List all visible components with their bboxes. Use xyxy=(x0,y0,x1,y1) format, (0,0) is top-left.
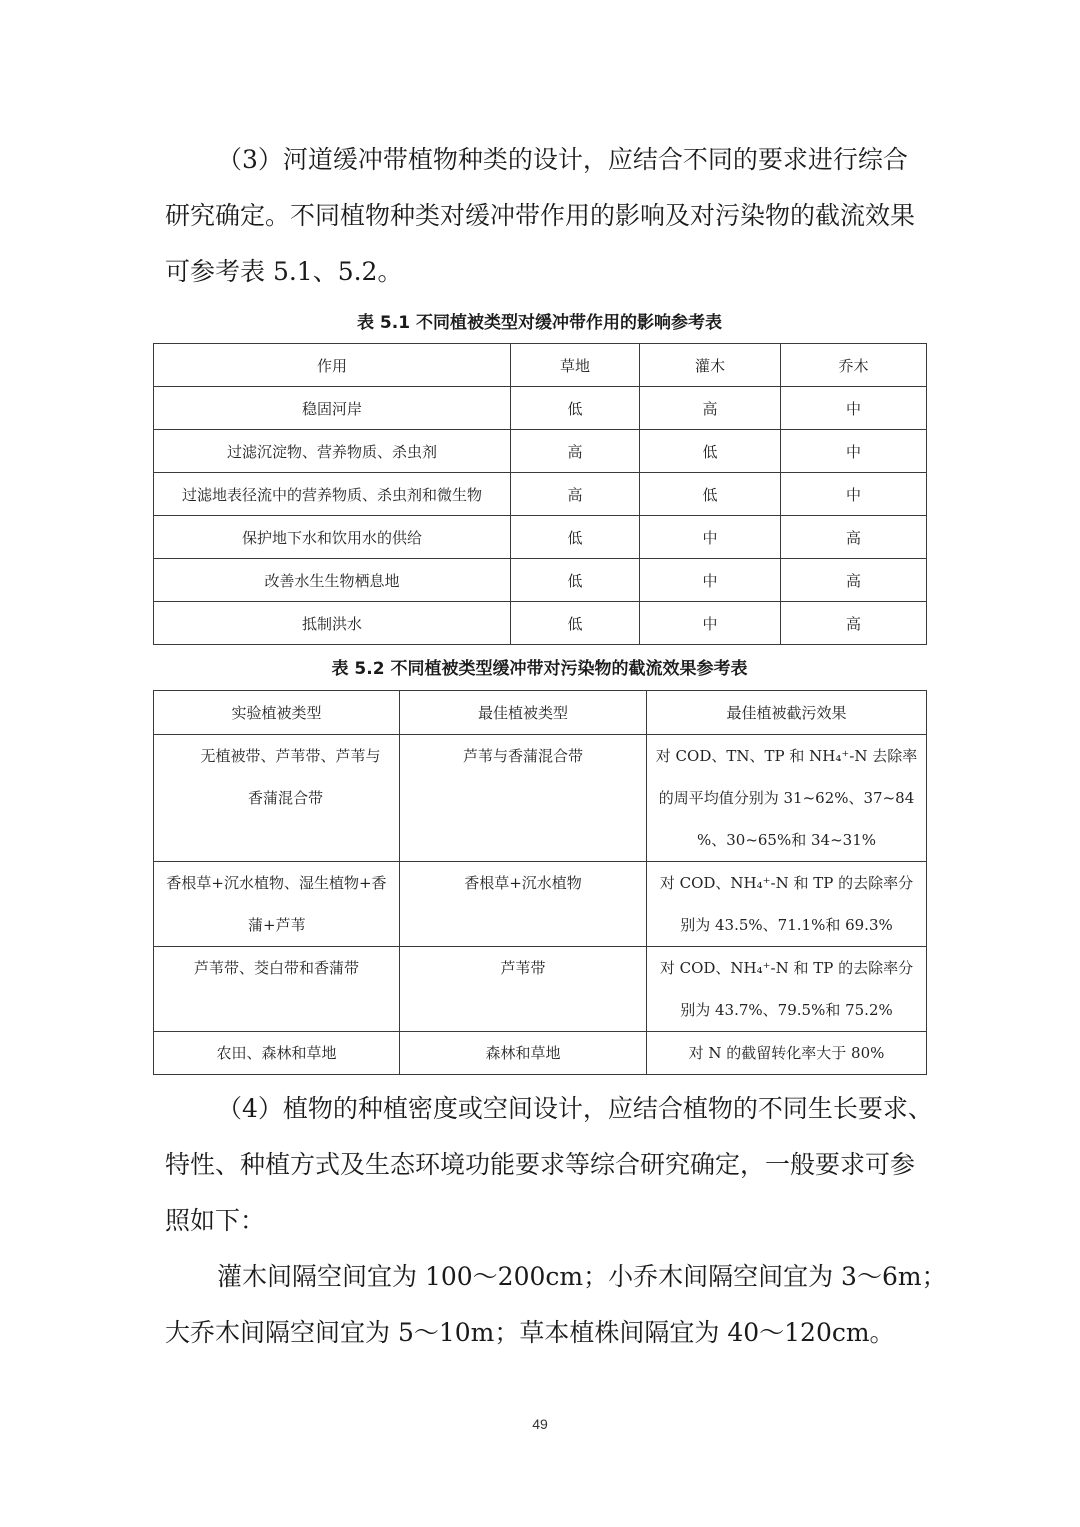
paragraph-line: 大乔木间隔空间宜为 5～10m；草本植株间隔宜为 40～120cm。 xyxy=(165,1318,895,1347)
table-row xyxy=(154,1032,927,1075)
table-cell xyxy=(400,862,647,947)
table-cell xyxy=(154,1032,400,1075)
table-row xyxy=(154,387,927,430)
paragraph-line: 灌木间隔空间宜为 100～200cm；小乔木间隔空间宜为 3～6m； xyxy=(217,1262,947,1291)
cell-line: 蒲+芦苇 xyxy=(248,916,306,934)
table-row xyxy=(154,735,927,862)
cell-line: 无植被带、芦苇带、芦苇与 xyxy=(200,747,381,765)
cell-line: 别为 43.7%、79.5%和 75.2% xyxy=(680,1001,893,1019)
table-cell: 过滤地表径流中的营养物质、杀虫剂和微生物 xyxy=(154,473,511,516)
cell-line: %、30~65%和 34~31% xyxy=(696,831,876,849)
table-cell: 抵制洪水 xyxy=(154,602,511,645)
table-cell xyxy=(154,735,400,862)
cell-line: 芦苇与香蒲混合带 xyxy=(462,747,583,765)
paragraph-4 xyxy=(165,1081,933,1249)
cell-line: 森林和草地 xyxy=(485,1044,561,1062)
header-cell: 乔木 xyxy=(781,344,927,387)
cell-line: 对 COD、NH₄⁺-N 和 TP 的去除率分 xyxy=(659,959,914,977)
header-cell: 最佳植被类型 xyxy=(400,691,647,735)
table-cell: 高 xyxy=(511,473,640,516)
cell-line: 对 COD、TN、TP 和 NH₄⁺-N 去除率 xyxy=(655,747,918,765)
header-cell: 灌木 xyxy=(640,344,781,387)
table-cell xyxy=(647,735,927,862)
table-cell: 低 xyxy=(511,602,640,645)
table-cell: 改善水生生物栖息地 xyxy=(154,559,511,602)
table-cell: 低 xyxy=(640,430,781,473)
paragraph-line: 特性、种植方式及生态环境功能要求等综合研究确定，一般要求可参 xyxy=(165,1150,916,1179)
table-row xyxy=(154,559,927,602)
paragraph-line: （3）河道缓冲带植物种类的设计，应结合不同的要求进行综合 xyxy=(217,145,908,174)
table-cell: 中 xyxy=(781,387,927,430)
table-cell xyxy=(154,947,400,1032)
cell-line: 的周平均值分别为 31~62%、37~84 xyxy=(658,789,915,807)
table-cell xyxy=(647,947,927,1032)
table-cell xyxy=(400,1032,647,1075)
table-cell xyxy=(400,735,647,862)
table-cell xyxy=(647,862,927,947)
table-row xyxy=(154,473,927,516)
table-5-2 xyxy=(153,690,927,1075)
table-cell xyxy=(400,947,647,1032)
table-cell: 中 xyxy=(640,559,781,602)
table-cell: 高 xyxy=(511,430,640,473)
paragraph-line: 研究确定。不同植物种类对缓冲带作用的影响及对污染物的截流效果 xyxy=(165,201,916,230)
table-cell: 中 xyxy=(640,516,781,559)
table-cell: 中 xyxy=(640,602,781,645)
paragraph-5 xyxy=(165,1249,947,1361)
cell-line: 芦苇带 xyxy=(500,959,546,977)
table-row xyxy=(154,602,927,645)
table-cell: 高 xyxy=(781,559,927,602)
table-cell: 低 xyxy=(511,559,640,602)
paragraph-line: 照如下： xyxy=(165,1206,266,1235)
table-5-2-caption: 表 5.2 不同植被类型缓冲带对污染物的截流效果参考表 xyxy=(331,659,748,679)
table-cell xyxy=(154,862,400,947)
table-row xyxy=(154,947,927,1032)
cell-line: 对 N 的截留转化率大于 80% xyxy=(688,1044,885,1062)
table-cell: 低 xyxy=(640,473,781,516)
table-header-row xyxy=(154,691,927,735)
table-cell: 中 xyxy=(781,473,927,516)
table-cell: 低 xyxy=(511,387,640,430)
table-row xyxy=(154,430,927,473)
table-cell: 中 xyxy=(781,430,927,473)
header-cell: 最佳植被截污效果 xyxy=(647,691,927,735)
table-row xyxy=(154,862,927,947)
table-cell: 稳固河岸 xyxy=(154,387,511,430)
header-cell: 实验植被类型 xyxy=(154,691,400,735)
table-5-1 xyxy=(153,343,927,645)
cell-line: 香蒲混合带 xyxy=(248,789,324,807)
cell-line: 芦苇带、茭白带和香蒲带 xyxy=(193,959,359,977)
paragraph-line: （4）植物的种植密度或空间设计，应结合植物的不同生长要求、 xyxy=(217,1094,933,1123)
table-cell: 高 xyxy=(640,387,781,430)
cell-line: 农田、森林和草地 xyxy=(216,1044,337,1062)
page-number: 49 xyxy=(532,1416,548,1432)
cell-line: 香根草+沉水植物、湿生植物+香 xyxy=(166,874,387,892)
table-cell xyxy=(647,1032,927,1075)
cell-line: 对 COD、NH₄⁺-N 和 TP 的去除率分 xyxy=(659,874,914,892)
header-cell: 草地 xyxy=(511,344,640,387)
table-5-1-caption: 表 5.1 不同植被类型对缓冲带作用的影响参考表 xyxy=(357,313,722,333)
table-cell: 高 xyxy=(781,602,927,645)
paragraph-line: 可参考表 5.1、5.2。 xyxy=(165,257,403,286)
table-cell: 保护地下水和饮用水的供给 xyxy=(154,516,511,559)
header-cell: 作用 xyxy=(154,344,511,387)
cell-line: 香根草+沉水植物 xyxy=(464,874,582,892)
table-header-row xyxy=(154,344,927,387)
paragraph-3 xyxy=(165,132,917,300)
table-cell: 高 xyxy=(781,516,927,559)
cell-line: 别为 43.5%、71.1%和 69.3% xyxy=(680,916,893,934)
table-row xyxy=(154,516,927,559)
table-cell: 低 xyxy=(511,516,640,559)
table-cell: 过滤沉淀物、营养物质、杀虫剂 xyxy=(154,430,511,473)
